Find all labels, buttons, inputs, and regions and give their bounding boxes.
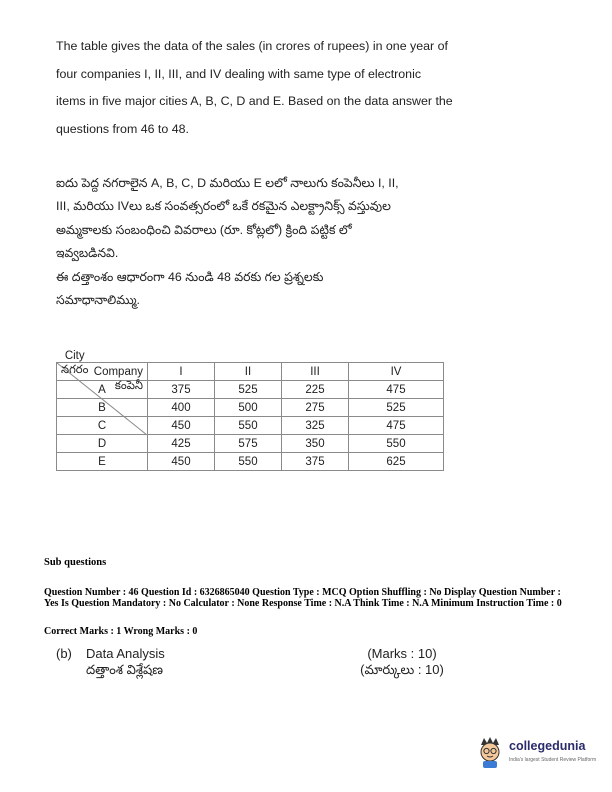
value-cell: 375 <box>282 453 349 471</box>
city-cell: A <box>57 381 148 399</box>
city-cell: B <box>57 399 148 417</box>
value-cell: 450 <box>148 453 215 471</box>
intro-telugu <box>56 172 496 312</box>
intro-te-line: ఈ దత్తాంశం ఆధారంగా 46 నుండి 48 వరకు గల ప్రశ్నలకు <box>56 269 324 284</box>
brand-name: collegedunia <box>509 739 586 753</box>
header-city: City నగరం <box>61 350 89 376</box>
value-cell: 475 <box>349 381 444 399</box>
city-cell: C <box>57 417 148 435</box>
value-cell: 525 <box>349 399 444 417</box>
value-cell: 475 <box>349 417 444 435</box>
brand-tagline: India's largest Student Review Platform <box>509 757 597 763</box>
value-cell: 525 <box>215 381 282 399</box>
sales-table <box>56 350 444 471</box>
option-marks <box>352 646 452 678</box>
column-header: II <box>215 363 282 381</box>
column-header: IV <box>349 363 444 381</box>
table-header-row <box>57 363 444 381</box>
value-cell: 425 <box>148 435 215 453</box>
value-cell: 450 <box>148 417 215 435</box>
intro-te-line: సమాధానాలిమ్ము. <box>56 293 140 308</box>
intro-en-line: questions from 46 to 48. <box>56 121 189 136</box>
table-corner-header <box>57 350 148 392</box>
intro-en-line: four companies I, II, III, and IV dealing with same type of electronic <box>56 66 422 81</box>
value-cell: 625 <box>349 453 444 471</box>
value-cell: 225 <box>282 381 349 399</box>
value-cell: 400 <box>148 399 215 417</box>
header-company: Company కంపెనీ <box>93 366 143 392</box>
city-cell: D <box>57 435 148 453</box>
value-cell: 500 <box>215 399 282 417</box>
option-title-te: దత్తాంశ విశ్లేషణ <box>86 662 163 677</box>
intro-te-line: అమ్మకాలకు సంబంధించి వివరాలు (రూ. కోట్లలో) క్రింది పట్టిక లో <box>56 222 352 237</box>
intro-en-line: The table gives the data of the sales (in crores of rupees) in one year of <box>56 39 448 53</box>
column-header: III <box>282 363 349 381</box>
marks-te: (మార్కులు : 10) <box>360 662 444 677</box>
intro-te-line: ఐదు పెద్ద నగరాలైన A, B, C, D మరియు E లలో నాలుగు కంపెనీలు I, II, <box>56 176 399 190</box>
intro-te-line: ఇవ్వబడినవి. <box>56 246 119 261</box>
marks-en: (Marks : 10) <box>367 646 437 661</box>
sub-questions-label: Sub questions <box>44 557 107 568</box>
option-b[interactable] <box>56 646 165 678</box>
value-cell: 575 <box>215 435 282 453</box>
value-cell: 550 <box>349 435 444 453</box>
collegedunia-logo <box>475 735 605 771</box>
option-label: (b) <box>56 646 72 661</box>
question-meta: Question Number : 46 Question Id : 6326865040 Question Type : MCQ Option Shuffling : No Display Question Number : Yes Is Question Mandatory : No Calculator : None Response Time : N.A Think Time : N.A Minimum Instruction Time : 0 <box>44 587 562 610</box>
column-header: I <box>148 363 215 381</box>
marks-line: Correct Marks : 1 Wrong Marks : 0 <box>44 626 198 637</box>
value-cell: 350 <box>282 435 349 453</box>
table-row <box>57 453 444 471</box>
option-title-en: Data Analysis <box>86 646 165 661</box>
city-cell: E <box>57 453 148 471</box>
intro-en-line: items in five major cities A, B, C, D and E. Based on the data answer the <box>56 94 453 108</box>
mascot-icon <box>475 735 505 769</box>
value-cell: 375 <box>148 381 215 399</box>
intro-te-line: III, మరియు IVలు ఒక సంవత్సరంలో ఒకే రకమైన ఎలక్ట్రానిక్స్ వస్తువుల <box>56 199 391 214</box>
value-cell: 275 <box>282 399 349 417</box>
value-cell: 325 <box>282 417 349 435</box>
value-cell: 550 <box>215 417 282 435</box>
intro-english <box>56 33 496 143</box>
value-cell: 550 <box>215 453 282 471</box>
table-row <box>57 435 444 453</box>
